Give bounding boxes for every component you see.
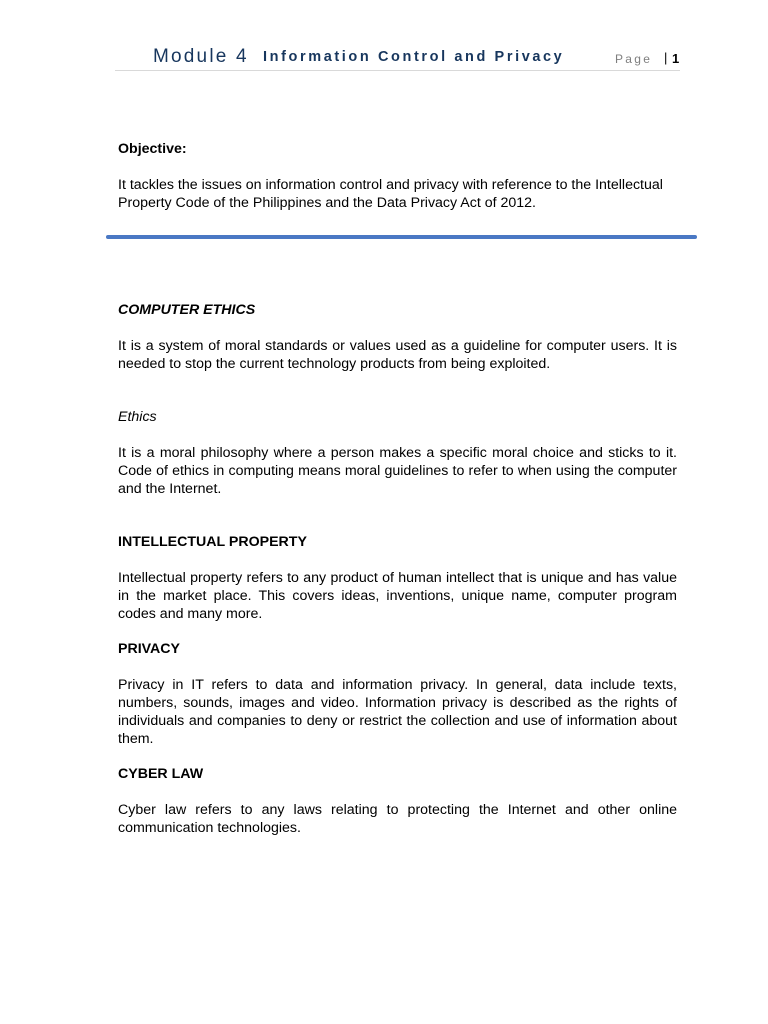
section-divider bbox=[106, 235, 697, 239]
cyber-law-heading: CYBER LAW bbox=[118, 766, 204, 782]
intellectual-property-heading: INTELLECTUAL PROPERTY bbox=[118, 534, 307, 550]
page-separator: | bbox=[664, 50, 668, 65]
objective-heading: Objective: bbox=[118, 141, 187, 157]
module-title: Information Control and Privacy bbox=[263, 49, 565, 65]
intellectual-property-text: Intellectual property refers to any product of human intellect that is unique and has value in the market place. This covers ideas, inventions, unique name, computer program codes and many more. bbox=[118, 570, 677, 622]
privacy-text: Privacy in IT refers to data and information privacy. In general, data include texts, numbers, sounds, images and video. Information privacy is described as the rights of individuals and companies to deny or restrict the collection and use of information about them. bbox=[118, 677, 677, 747]
cyber-law-text: Cyber law refers to any laws relating to protecting the Internet and other online communication technologies. bbox=[118, 802, 677, 836]
ethics-text: It is a moral philosophy where a person makes a specific moral choice and sticks to it. Code of ethics in computing means moral guidelines to refer to when using the computer and the Internet. bbox=[118, 445, 677, 497]
page-header bbox=[115, 44, 680, 71]
module-number: Module 4 bbox=[153, 46, 249, 67]
page-label: Page bbox=[615, 52, 653, 66]
ethics-heading: Ethics bbox=[118, 409, 157, 425]
computer-ethics-heading: COMPUTER ETHICS bbox=[118, 302, 256, 318]
objective-text: It tackles the issues on information control and privacy with reference to the Intellectual Property Code of the Philippines and the Data Privacy Act of 2012. bbox=[118, 177, 663, 211]
privacy-heading: PRIVACY bbox=[118, 641, 181, 657]
computer-ethics-text: It is a system of moral standards or values used as a guideline for computer users. It is needed to stop the current technology products from being exploited. bbox=[118, 338, 677, 372]
page-number: 1 bbox=[672, 51, 680, 66]
